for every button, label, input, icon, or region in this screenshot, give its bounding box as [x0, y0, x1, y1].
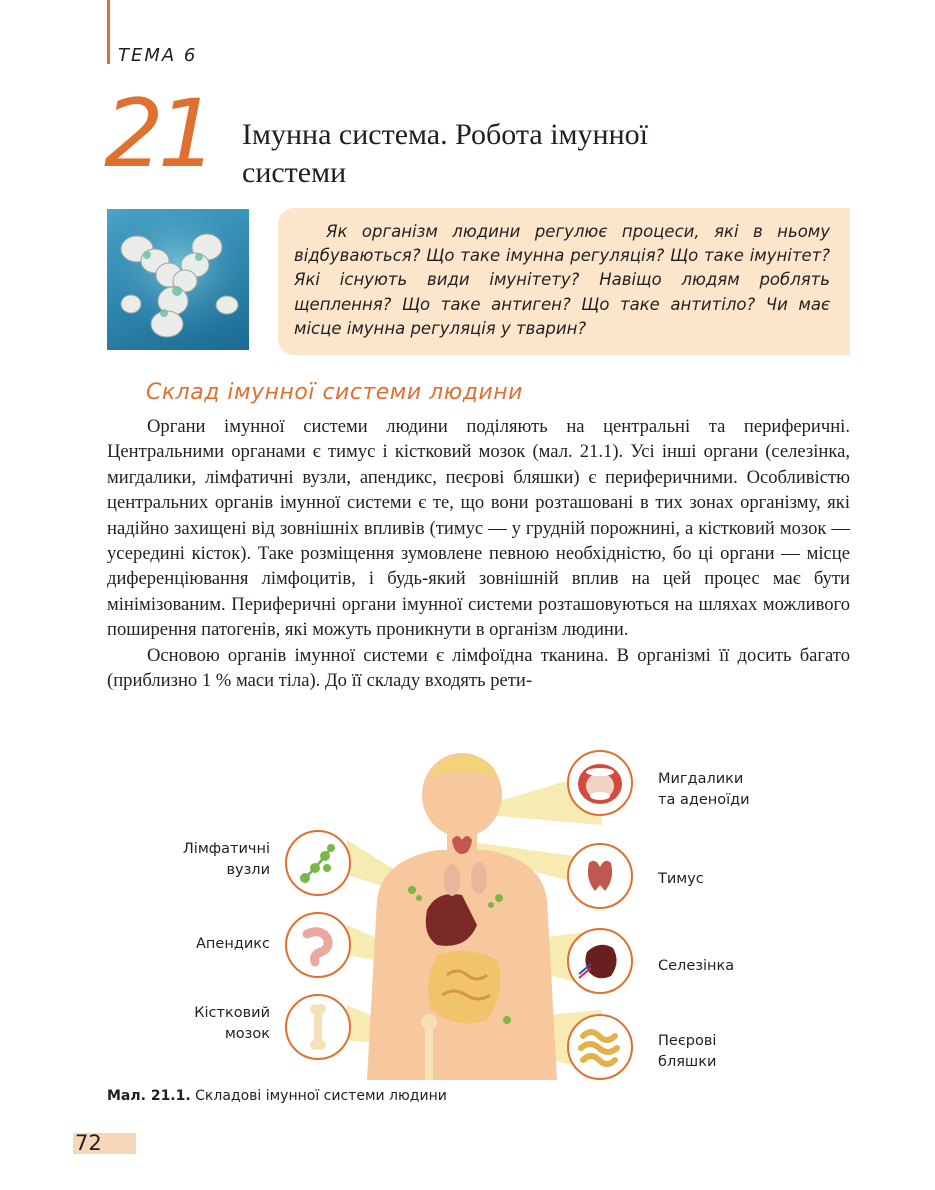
lesson-title: [242, 116, 802, 192]
lesson-title-line1: Імунна система. Робота імунної: [242, 118, 648, 151]
key-questions-text: Як організм людини регулює процеси, які в ньому відбуваються? Що таке імунна регуляція? Що таке імунітет? Які існують види імунітету? Навіщо людям роблять щеплення? Що таке антиген? Що таке антитіло? Чи має місце імунна регуляція у тварин?: [294, 222, 830, 338]
spleen-circle: [567, 928, 633, 994]
label-peyers-patches-line1: Пеєрові: [658, 1033, 717, 1049]
label-tonsils: [658, 769, 750, 811]
section-heading: Склад імунної системи людини: [146, 380, 523, 405]
appendix-circle: [285, 912, 351, 978]
mouth-tonsils-icon: [569, 752, 631, 814]
label-appendix: Апендикс: [196, 936, 270, 952]
lesson-number: 21: [104, 80, 212, 189]
label-peyers-patches: [658, 1031, 716, 1073]
peyers-patches-circle: [567, 1014, 633, 1080]
page-number: 72: [75, 1131, 102, 1155]
bone-marrow-circle: [285, 994, 351, 1060]
figure-caption: [107, 1088, 447, 1104]
spleen-icon: [569, 930, 631, 992]
label-lymph-nodes-line1: Лімфатичні: [182, 841, 270, 857]
label-thymus: Тимус: [658, 871, 704, 887]
key-questions-box: [278, 208, 850, 355]
label-peyers-patches-line2: бляшки: [658, 1054, 717, 1070]
paragraph-1: Органи імунної системи людини поділяють на центральні та периферичні. Центральними органами є тимус і кістковий мозок (мал. 21.1). Усі інші органи (селезінка, мигдалики, лімфатичні вузли, апендикс, пеєрові бляшки) є периферичними. Особливістю центральних органів імунної системи є те, що вони розташовані в тих зонах організму, які надійно захищені від зовнішніх впливів (тимус — у грудній порожнині, а кістковий мозок — усередині кісток). Таке розміщення зумовлене певною необхідністю, бо ці органи — місце диференціювання лімфоцитів, і будь-який зовнішній вплив на цей процес має бути мінімізованим. Периферичні органи імунної системи розташовуються на шляхах можливого поширення патогенів, які можуть проникнути в організм людини.: [107, 416, 850, 641]
topic-label: ТЕМА 6: [118, 45, 198, 66]
tonsils-circle: [567, 750, 633, 816]
topic-bar: [107, 0, 110, 64]
label-tonsils-line2: та аденоїди: [658, 792, 750, 808]
thymus-circle: [567, 843, 633, 909]
body-text: [107, 414, 850, 693]
label-lymph-nodes: [147, 839, 270, 881]
lesson-title-line2: системи: [242, 156, 347, 189]
paragraph-2: Основою органів імунної системи є лімфоїдна тканина. В організмі її досить багато (приблизно 1 % маси тіла). До її складу входять рети-: [107, 644, 850, 692]
label-bone-marrow-line2: мозок: [224, 1026, 270, 1042]
label-bone-marrow-line1: Кістковий: [194, 1005, 270, 1021]
label-lymph-nodes-line2: вузли: [226, 862, 270, 878]
bone-icon: [287, 996, 349, 1058]
antibody-molecule-image: [107, 209, 249, 350]
label-tonsils-line1: Мигдалики: [658, 771, 744, 787]
label-spleen: Селезінка: [658, 958, 735, 974]
lymph-nodes-circle: [285, 830, 351, 896]
figure-caption-text: Складові імунної системи людини: [190, 1088, 447, 1104]
appendix-icon: [287, 914, 349, 976]
intestine-icon: [569, 1016, 631, 1078]
figure-caption-number: Мал. 21.1.: [107, 1088, 191, 1104]
thymus-icon: [569, 845, 631, 907]
immune-system-figure: [107, 750, 852, 1080]
label-bone-marrow: [147, 1003, 270, 1045]
lymph-nodes-icon: [287, 832, 349, 894]
